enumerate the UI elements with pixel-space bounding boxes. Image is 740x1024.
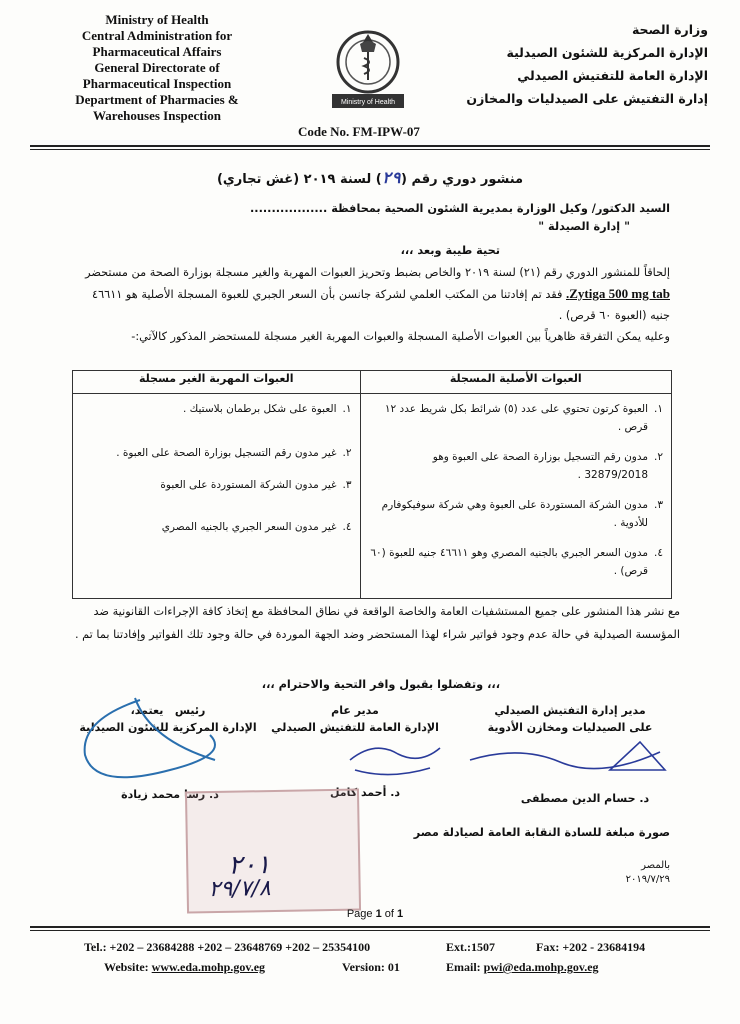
addressee-line: السيد الدكتور/ وكيل الوزارة بمديرية الشئون الصحية بمحافظة ..................: [250, 202, 670, 215]
stamp-number: ٢٠١: [227, 850, 271, 881]
list-item: ١. العبوة على شكل برطمان بلاستيك .: [182, 403, 352, 415]
product-name: Zytiga 500 mg tab.: [566, 286, 670, 301]
footer-divider-thin: [30, 930, 710, 931]
header-registered: العبوات الأصلية المسجلة: [360, 371, 671, 394]
header-ar-line: وزارة الصحة: [631, 22, 708, 37]
signatory-name: د. حسام الدين مصطفى: [520, 792, 650, 805]
footer-website: Website: www.eda.mohp.gov.eg: [104, 960, 266, 974]
handwritten-note: بالمصر: [641, 860, 670, 871]
list-item: ٤. غير مدون السعر الجبري بالجنيه المصري: [161, 521, 352, 533]
regards-line: ،،، وتفضلوا بقبول وافر التحية والاحترام ،،،: [261, 678, 500, 691]
handwritten-date: ٢٠١٩/٧/٢٩: [625, 874, 670, 885]
page-indicator: Page 1 of 1: [346, 908, 404, 920]
list-item: ٣. غير مدون الشركة المستوردة على العبوة: [160, 479, 352, 491]
header-ar-line: الإدارة العامة للتفتيش الصيدلي: [517, 68, 708, 83]
circular-number: ٢٩: [381, 168, 401, 187]
footer-fax: Fax: +202 - 23684194: [536, 940, 646, 954]
list-item: ٢. مدون رقم التسجيل بوزارة الصحة على العبوة وهو 32879/2018 .: [432, 451, 663, 481]
header-en-line: Pharmaceutical Inspection: [82, 76, 232, 91]
addressee-dept: " إدارة الصيدلة ": [538, 220, 630, 233]
body-p1-part-a: إلحاقاً للمنشور الدوري رقم (٢١) لسنة ٢٠١٩ والخاص بضبط وتحريز العبوات المهربة والغير مسجلة بوزارة الصحة من مستحضر: [85, 266, 670, 279]
signature-title: الإدارة العامة للتفتيش الصيدلي: [271, 721, 439, 734]
title-suffix: ) لسنة ٢٠١٩ (غش تجاري): [216, 172, 382, 187]
signature-scribble-head: [85, 698, 215, 777]
list-item: ٣. مدون الشركة المستوردة على العبوة وهي شركة سوفيكوفارم للأدوية .: [381, 499, 663, 529]
body-p1-part-b: فقد تم إفادتنا من المكتب العلمي لشركة جانسن بأن السعر الجبري للعبوة المسجلة الأصلية هو ٤٦٦١١ جنيه (العبوة ٦٠ قرص) .: [92, 288, 670, 322]
header-en-line: Pharmaceutical Affairs: [92, 44, 222, 59]
copy-note: صورة مبلغة للسادة النقابة العامة لصيادلة مصر: [413, 826, 670, 839]
logo-caption: Ministry of Health: [340, 99, 396, 106]
header-en-line: Central Administration for: [81, 28, 233, 43]
footer-version: Version: 01: [342, 960, 400, 974]
signature-scribble-inspection-director: [470, 742, 665, 770]
code-label: Code No.: [298, 124, 350, 139]
header-en-line: General Directorate of: [94, 60, 220, 75]
header-en-line: Department of Pharmacies &: [75, 92, 239, 107]
footer-divider: [30, 926, 710, 928]
title-prefix: منشور دوري رقم (: [400, 172, 524, 187]
header-en-line: Warehouses Inspection: [93, 108, 221, 123]
greeting: تحية طيبة وبعد ،،،: [400, 244, 500, 257]
list-item: ٤. مدون السعر الجبري بالجنيه المصري وهو ٤٦٦١١ جنيه للعبوة (٦٠ قرص) .: [370, 547, 663, 577]
signature-scribble-general-manager: [350, 748, 440, 775]
email-link[interactable]: pwi@eda.mohp.gov.eg: [483, 960, 599, 974]
closing-paragraph: مع نشر هذا المنشور على جميع المستشفيات العامة والخاصة الواقعة في نطاق المحافظة مع إتخاذ كافة الإجراءات القانونية ضد المؤسسة الصيدلية في حالة عدم وجود فواتير شراء لهذا المستحضر وضد الجهة الموردة في حالة وجود تلك الفواتير وإفادتنا بما تم .: [74, 605, 680, 641]
website-link[interactable]: www.eda.mohp.gov.eg: [151, 960, 266, 974]
stamp-date: ٢٩/٧/٨: [208, 876, 271, 903]
footer-phone: Tel.: +202 – 23684288 +202 – 23648769 +202 – 25354100: [84, 940, 371, 954]
header-ar-line: الإدارة المركزية للشئون الصيدلية: [506, 45, 708, 60]
code-value: FM-IPW-07: [352, 124, 420, 139]
signatory-name: د. أحمد كامل: [329, 786, 401, 799]
header-en-line: Ministry of Health: [105, 12, 209, 27]
body-paragraph-2: وعليه يمكن التفرقة ظاهرياً بين العبوات الأصلية المسجلة والعبوات المهربة الغير مسجلة للمستحضر المذكور كالآتي:-: [131, 330, 670, 343]
signature-title: مدير عام: [331, 704, 379, 717]
signature-title: الإدارة المركزية للشئون الصيدلية: [79, 721, 257, 734]
signatory-name: د. رشا محمد زيادة: [121, 788, 219, 801]
footer-email: Email: pwi@eda.mohp.gov.eg: [446, 960, 599, 974]
list-item: ٢. غير مدون رقم التسجيل بوزارة الصحة على العبوة .: [116, 447, 352, 459]
list-item: ١. العبوة كرتون تحتوي على عدد (٥) شرائط بكل شريط عدد ١٢ قرص .: [384, 403, 663, 433]
signature-title: مدير إدارة التفتيش الصيدلي: [494, 704, 646, 717]
signature-title: على الصيدليات ومخازن الأدوية: [487, 721, 653, 734]
received-stamp: [185, 788, 361, 913]
signature-title: رئيس يعتمد،: [130, 704, 206, 717]
footer-ext: Ext.:1507: [446, 940, 495, 954]
header-smuggled: العبوات المهربة الغير مسجلة: [73, 371, 361, 394]
header-ar-line: إدارة التفتيش على الصيدليات والمخازن: [466, 91, 708, 106]
